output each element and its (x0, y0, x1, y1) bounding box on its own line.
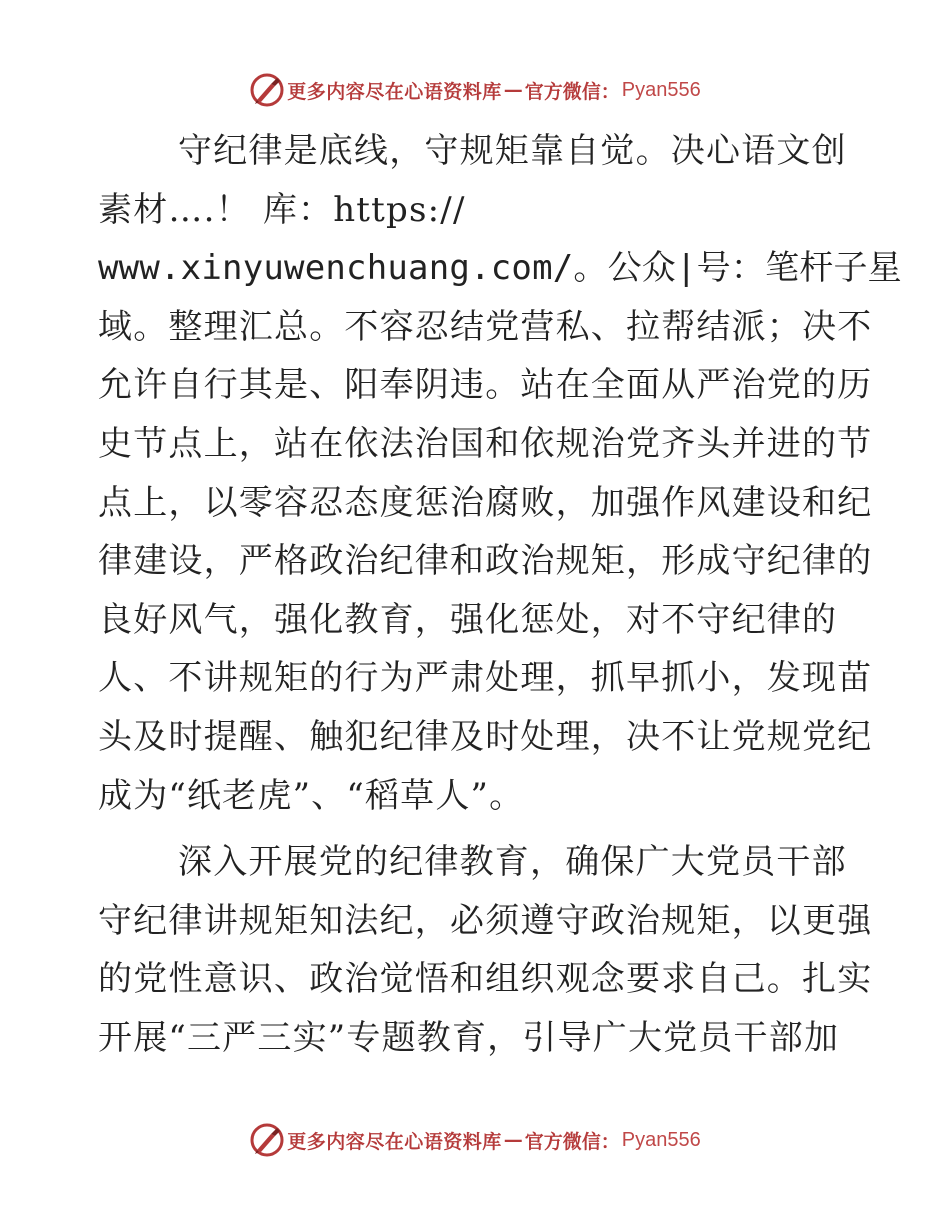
paragraph-1 (98, 122, 902, 825)
text-line: 头及时提醒、触犯纪律及时处理，决不让党规党纪 (98, 716, 873, 757)
text-line: 点上，以零容忍态度惩治腐败，加强作风建设和纪 (98, 482, 873, 523)
footer-banner (0, 1120, 950, 1160)
text-line: 人、不讲规矩的行为严肃处理，抓早抓小，发现苗 (98, 658, 873, 699)
text-line: 深入开展党的纪律教育，确保广大党员干部 (178, 842, 847, 883)
text-line: 开展“三严三实”专题教育，引导广大党员干部加 (98, 1017, 840, 1058)
banner-wechat-id: Pyan556 (621, 1128, 701, 1151)
text-line: 成为“纸老虎”、“稻草人”。 (98, 775, 525, 816)
text-line: 良好风气，强化教育，强化惩处，对不守纪律的 (98, 599, 838, 640)
text-line: 的党性意识、政治觉悟和组织观念要求自己。扎实 (98, 959, 873, 1000)
text-line: 允许自行其是、阳奉阴违。站在全面从严治党的历 (98, 365, 873, 406)
text-line: 域。整理汇总。不容忍结党营私、拉帮结派；决不 (98, 306, 873, 347)
text-line: 素材….！ 库：https:// (98, 189, 466, 230)
pen-logo-icon (249, 72, 285, 108)
text-line: 守纪律是底线，守规矩靠自觉。决心语文创 (178, 131, 847, 171)
banner-wechat-id: Pyan556 (621, 78, 701, 101)
banner-title: 更多内容尽在心语资料库 (287, 1130, 502, 1153)
banner-separator: — (503, 1129, 523, 1151)
document-body (98, 122, 902, 1068)
banner-wechat-label: 官方微信： (524, 80, 620, 103)
text-line: 史节点上，站在依法治国和依规治党齐头并进的节 (98, 423, 873, 464)
text-line: www.xinyuwenchuang.com/。公众|号：笔杆子星 (98, 248, 902, 289)
paragraph-2 (98, 833, 873, 1067)
banner-separator: — (503, 79, 523, 101)
pen-logo-icon (249, 1122, 285, 1158)
banner-title: 更多内容尽在心语资料库 (287, 80, 502, 103)
text-line: 律建设，严格政治纪律和政治规矩，形成守纪律的 (98, 541, 873, 582)
header-banner (0, 70, 950, 110)
text-line: 守纪律讲规矩知法纪，必须遵守政治规矩，以更强 (98, 900, 873, 941)
banner-wechat-label: 官方微信： (524, 1130, 620, 1153)
